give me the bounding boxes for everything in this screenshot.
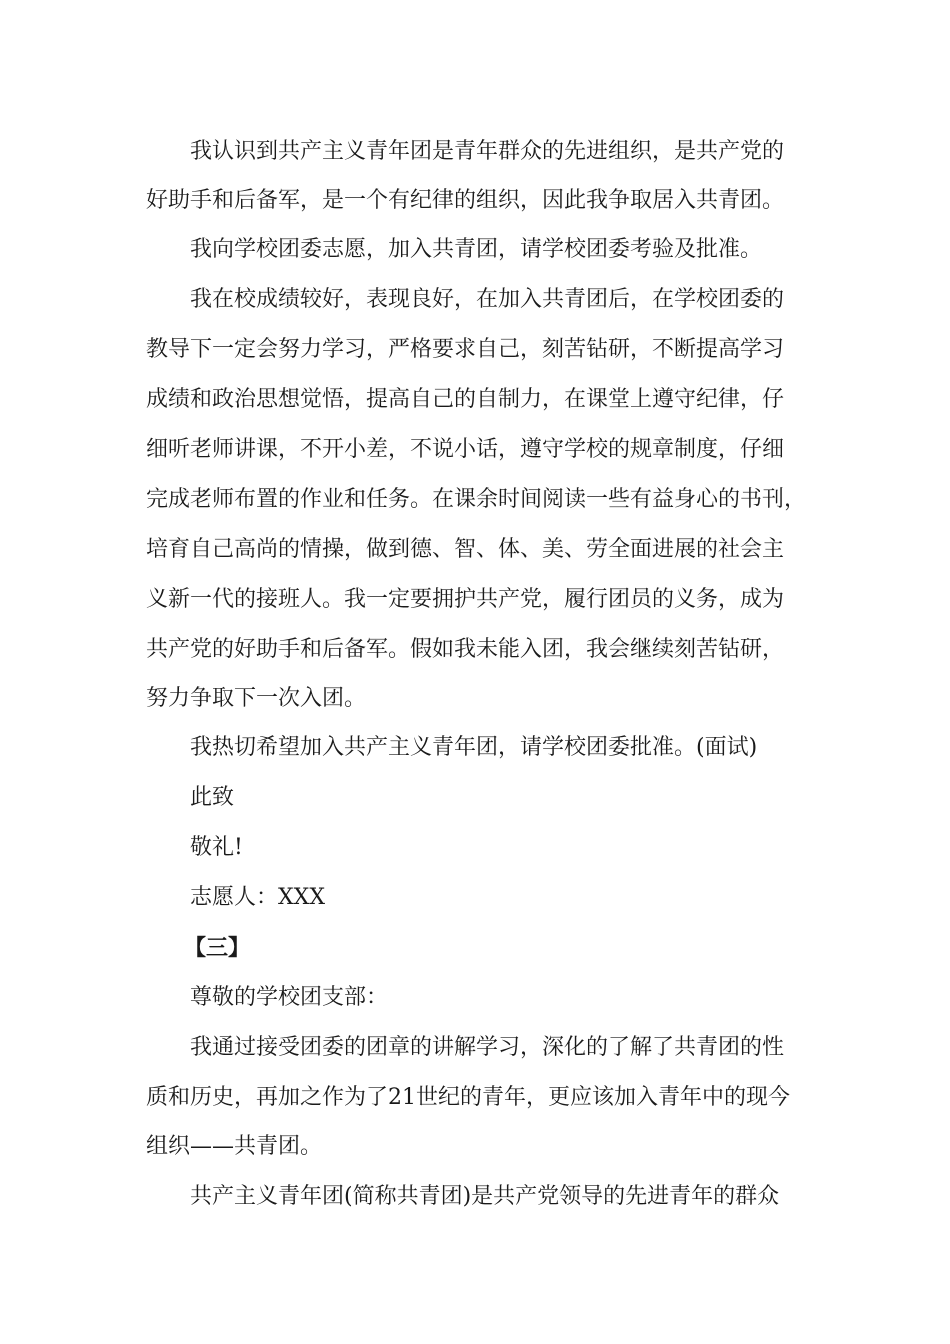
text-line: 教导下一定会努力学习，严格要求自己，刻苦钻研，不断提高学习: [146, 337, 785, 362]
text-line: 细听老师讲课，不开小差，不说小话，遵守学校的规章制度，仔细: [146, 437, 785, 462]
text-line: 成绩和政治思想觉悟，提高自己的自制力，在课堂上遵守纪律，仔: [146, 387, 785, 412]
letter-greeting: 尊敬的学校团支部：: [190, 985, 389, 1010]
signature-line: 志愿人：XXX: [190, 885, 325, 910]
text-line: 我认识到共产主义青年团是青年群众的先进组织，是共产党的: [190, 139, 785, 164]
text-line: 质和历史，再加之作为了21世纪的青年，更应该加入青年中的现今: [146, 1085, 790, 1110]
text-line: 我通过接受团委的团章的讲解学习，深化的了解了共青团的性: [190, 1035, 785, 1060]
text-line: 组织——共青团。: [146, 1134, 323, 1159]
text-line: 努力争取下一次入团。: [146, 686, 367, 711]
text-line: 好助手和后备军，是一个有纪律的组织，因此我争取居入共青团。: [146, 188, 785, 213]
text-line: 共产主义青年团(简称共青团)是共产党领导的先进青年的群众: [190, 1184, 780, 1209]
text-line: 我热切希望加入共产主义青年团，请学校团委批准。(面试): [190, 735, 758, 760]
section-heading: 【三】: [184, 935, 251, 961]
text-line: 完成老师布置的作业和任务。在课余时间阅读一些有益身心的书刊，: [146, 487, 807, 512]
text-line: 培育自己高尚的情操，做到德、智、体、美、劳全面进展的社会主: [146, 537, 785, 562]
closing-regards: 敬礼!: [190, 835, 243, 860]
text-line: 我向学校团委志愿，加入共青团，请学校团委考验及批准。: [190, 237, 763, 262]
closing-salutation: 此致: [190, 785, 235, 810]
text-line: 我在校成绩较好，表现良好，在加入共青团后，在学校团委的: [190, 287, 785, 312]
text-line: 义新一代的接班人。我一定要拥护共产党，履行团员的义务，成为: [146, 587, 785, 612]
text-line: 共产党的好助手和后备军。假如我未能入团，我会继续刻苦钻研，: [146, 637, 785, 662]
